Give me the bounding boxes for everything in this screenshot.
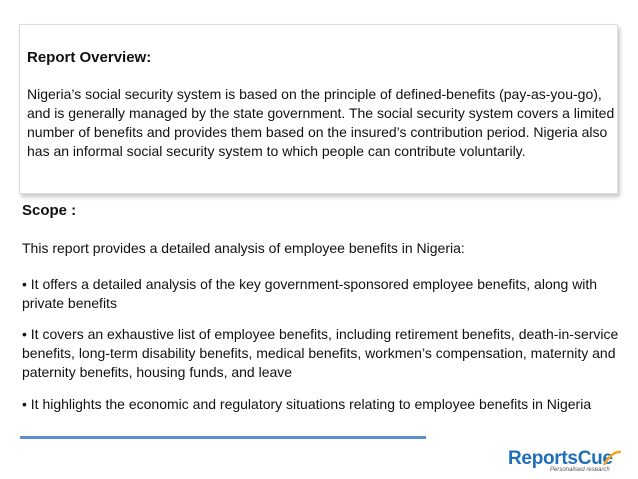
scope-bullet: • It offers a detailed analysis of the key government-sponsored employee benefits, along with private benefits [22, 276, 598, 311]
logo-cue-text: Cue [577, 448, 613, 469]
scope-bullet: • It covers an exhaustive list of employee benefits, including retirement benefits, death-in-service benefits, long-term disability benefits, medical benefits, workmen’s compensation, maternity and paternity benefits, housing funds, and leave [22, 326, 619, 380]
scope-intro: This report provides a detailed analysis of employee benefits in Nigeria: [22, 240, 465, 256]
logo-swoosh-icon [602, 449, 622, 467]
report-overview-body: Nigeria’s social security system is based on the principle of defined-benefits (pay-as-you-go), and is generally managed by the state government. The social security system covers a limited number of benefits and provides them based on the insured’s contribution period. Nigeria also has an informal social security system to which people can contribute voluntarily. [27, 86, 615, 159]
divider-line [20, 436, 426, 439]
scope-bullet: • It highlights the economic and regulatory situations relating to employee benefits in Nigeria [22, 396, 592, 412]
scope-title: Scope : [22, 202, 77, 219]
report-overview-title: Report Overview: [27, 49, 152, 66]
logo-reports-text: Reports [508, 448, 578, 469]
logo-tagline: Personalised research [550, 467, 610, 473]
reportscue-logo [508, 448, 626, 476]
